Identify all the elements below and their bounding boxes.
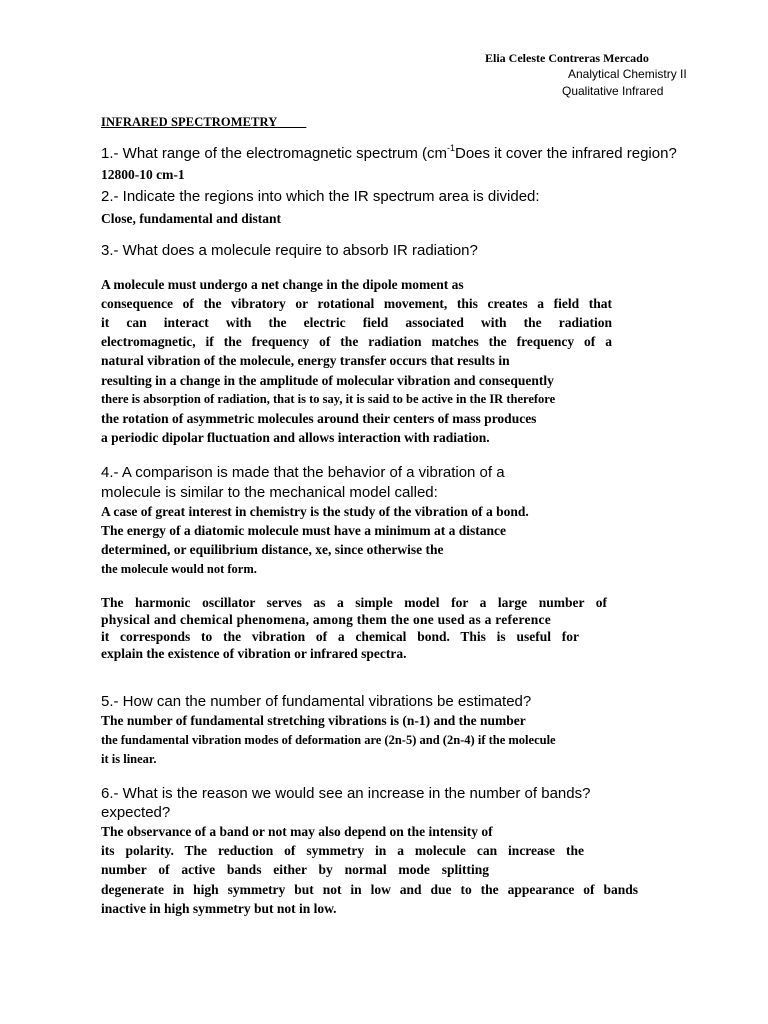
topic-name: Qualitative Infrared	[562, 84, 664, 98]
answer-6-line: number of active bands either by normal mode splitting	[101, 862, 489, 877]
answer-3-line: resulting in a change in the amplitude of molecular vibration and consequently	[101, 373, 554, 388]
answer-5-line: it is linear.	[101, 752, 157, 766]
answer-4-paragraph-line: explain the existence of vibration or infrared spectra.	[101, 646, 407, 661]
course-name: Analytical Chemistry II	[568, 67, 687, 81]
question-6-line: expected?	[101, 804, 171, 821]
answer-4-line: The energy of a diatomic molecule must have a minimum at a distance	[101, 523, 506, 538]
answer-3-line: natural vibration of the molecule, energy transfer occurs that results in	[101, 353, 510, 368]
answer-6-line: its polarity. The reduction of symmetry in a molecule can increase the	[101, 843, 584, 858]
answer-4-paragraph-line: The harmonic oscillator serves as a simple model for a large number of	[101, 595, 607, 610]
answer-2: Close, fundamental and distant	[101, 211, 282, 226]
question-2: 2.- Indicate the regions into which the IR spectrum area is divided:	[101, 188, 540, 205]
answer-5-line: The number of fundamental stretching vibrations is (n-1) and the number	[101, 713, 526, 728]
answer-4-line: A case of great interest in chemistry is the study of the vibration of a bond.	[101, 504, 529, 519]
answer-4-paragraph-line: it corresponds to the vibration of a chemical bond. This is useful for	[101, 629, 579, 644]
answer-3-line: a periodic dipolar fluctuation and allows interaction with radiation.	[101, 430, 490, 445]
answer-1: 12800-10 cm-1	[101, 167, 185, 182]
answer-6-line: The observance of a band or not may also depend on the intensity of	[101, 824, 493, 839]
answer-3-line: the rotation of asymmetric molecules around their centers of mass produces	[101, 411, 537, 426]
answer-5-line: the fundamental vibration modes of deformation are (2n-5) and (2n-4) if the molecule	[101, 733, 556, 747]
answer-4-paragraph-line: physical and chemical phenomena, among them the one used as a reference	[101, 612, 551, 627]
answer-6-line: degenerate in high symmetry but not in low and due to the appearance of bands	[101, 882, 638, 897]
answer-6-line: inactive in high symmetry but not in low.	[101, 901, 337, 916]
question-4-line: molecule is similar to the mechanical model called:	[101, 484, 438, 501]
question-3: 3.- What does a molecule require to absorb IR radiation?	[101, 242, 478, 259]
document-title: INFRARED SPECTROMETRY	[101, 115, 278, 129]
answer-3-line: consequence of the vibratory or rotational movement, this creates a field that	[101, 296, 612, 311]
question-6-line: 6.- What is the reason we would see an increase in the number of bands?	[101, 785, 591, 802]
answer-3-line: A molecule must undergo a net change in the dipole moment as	[101, 277, 464, 292]
answer-3-line: electromagnetic, if the frequency of the radiation matches the frequency of a	[101, 334, 612, 349]
question-4-line: 4.- A comparison is made that the behavior of a vibration of a	[101, 464, 505, 481]
answer-4-line: determined, or equilibrium distance, xe, since otherwise the	[101, 542, 444, 557]
question-5: 5.- How can the number of fundamental vibrations be estimated?	[101, 693, 532, 710]
superscript: -1	[446, 143, 455, 153]
answer-3-line: there is absorption of radiation, that is to say, it is said to be active in the IR therefore	[101, 392, 556, 406]
answer-4-line: the molecule would not form.	[101, 562, 257, 576]
author-name: Elia Celeste Contreras Mercado	[485, 51, 649, 65]
question-1: 1.- What range of the electromagnetic spectrum ($cm^{-1}Does$ it cover the infrared region?	[101, 143, 677, 162]
answer-3-line: it can interact with the electric field associated with the radiation	[101, 315, 612, 330]
